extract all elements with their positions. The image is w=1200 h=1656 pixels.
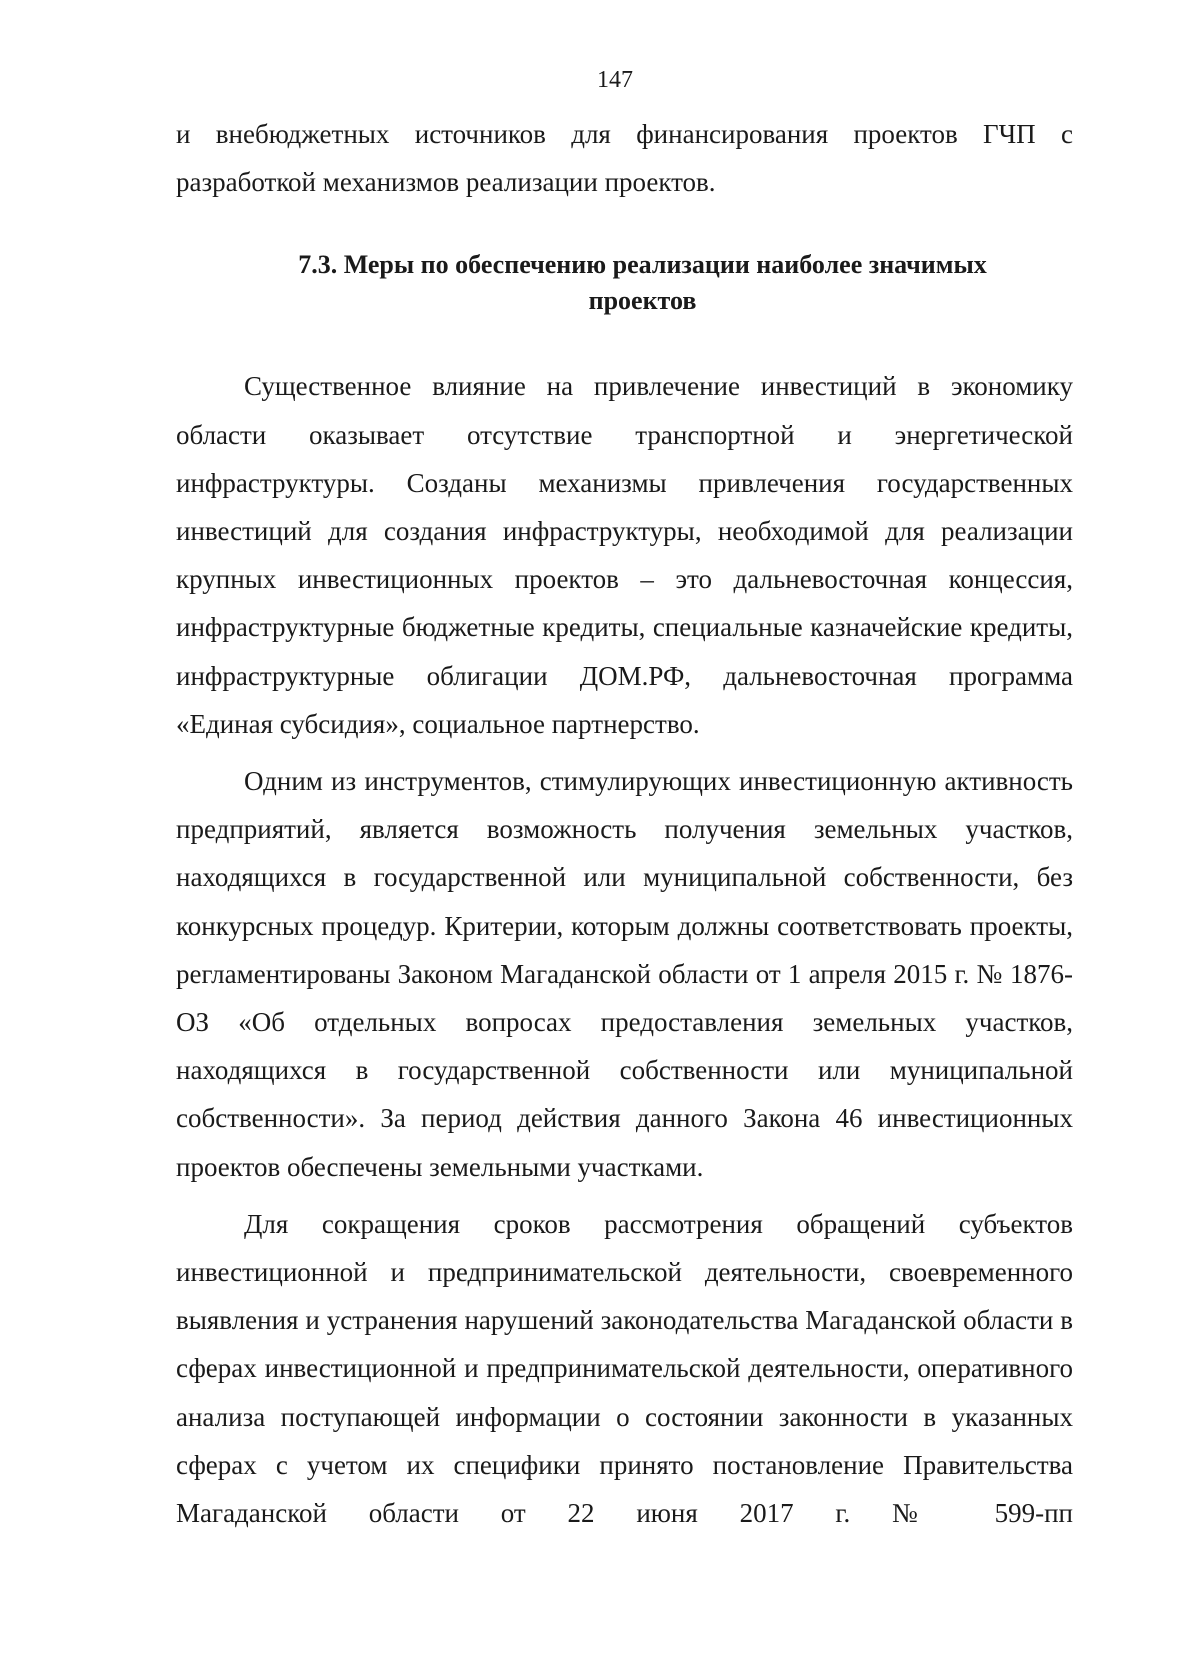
continuation-paragraph: и внебюджетных источников для финансирования проектов ГЧП с разработкой механизмов реализации проектов. [176, 119, 1073, 198]
section-heading-line-2: проектов [588, 286, 697, 316]
section-heading [176, 247, 1073, 319]
section-heading-line-1: 7.3. Меры по обеспечению реализации наиболее значимых [298, 250, 987, 280]
body-paragraph-2: Одним из инструментов, стимулирующих инвестиционную активность предприятий, является возможность получения земельных участков, находящихся в государственной или муниципальной собственности, без конкурсных процедур. Критерии, которым должны соответствовать проекты, регламентированы Законом Магаданской области от 1 апреля 2015 г. № 1876-ОЗ «Об отдельных вопросах предоставления земельных участков, находящихся в государственной собственности или муниципальной собственности». За период действия данного Закона 46 инвестиционных проектов обеспечены земельными участками. [176, 766, 1073, 1182]
body-paragraph-3: Для сокращения сроков рассмотрения обращений субъектов инвестиционной и предпринимательской деятельности, своевременного выявления и устранения нарушений законодательства Магаданской области в сферах инвестиционной и предпринимательской деятельности, оперативного анализа поступающей информации о состоянии законности в указанных сферах с учетом их специфики принято постановление Правительства Магаданской области от 22 июня 2017 г. № 599-пп [176, 1208, 1073, 1529]
page-content [176, 110, 1073, 1537]
page-number: 147 [597, 67, 633, 93]
body-paragraph-1: Существенное влияние на привлечение инвестиций в экономику области оказывает отсутствие транспортной и энергетической инфраструктуры. Созданы механизмы привлечения государственных инвестиций для создания инфраструктуры, необходимой для реализации крупных инвестиционных проектов – это дальневосточная концессия, инфраструктурные бюджетные кредиты, специальные казначейские кредиты, инфраструктурные облигации ДОМ.РФ, дальневосточная программа «Единая субсидия», социальное партнерство. [176, 371, 1073, 739]
